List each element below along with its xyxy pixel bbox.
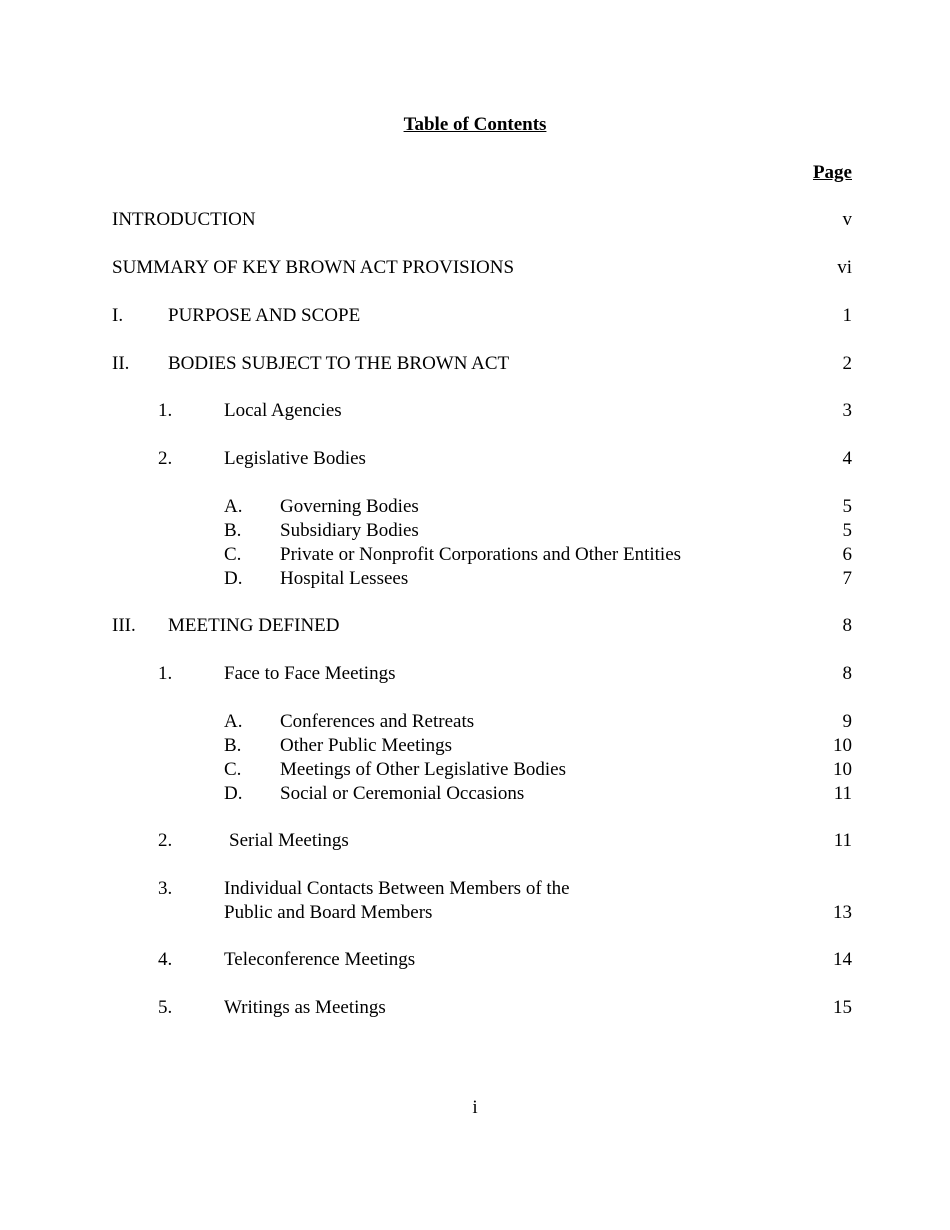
toc-entry-label: Public and Board Members (224, 902, 433, 923)
toc-entry-number: 4. (158, 949, 173, 970)
toc-entry-number: A. (224, 711, 243, 732)
toc-entry-meeting-defined[interactable] (0, 614, 950, 638)
toc-entry-page: vi (837, 257, 852, 278)
toc-entry-page: 11 (833, 783, 852, 804)
toc-entry-label: Teleconference Meetings (224, 949, 416, 970)
toc-entry-label: Meetings of Other Legislative Bodies (280, 759, 566, 780)
toc-entry-label: BODIES SUBJECT TO THE BROWN ACT (168, 353, 510, 374)
toc-title: Table of Contents (403, 114, 547, 135)
toc-entry-number: 2. (158, 448, 173, 469)
toc-entry-page: 11 (833, 830, 852, 851)
toc-entry-label: Hospital Lessees (280, 568, 409, 589)
toc-entry-page: 10 (833, 759, 852, 780)
toc-entry-label: SUMMARY OF KEY BROWN ACT PROVISIONS (112, 257, 515, 278)
toc-entry-page: 6 (842, 544, 852, 565)
toc-entry-label: MEETING DEFINED (168, 615, 340, 636)
toc-entry-label: Individual Contacts Between Members of the (224, 878, 570, 899)
toc-entry-label: Face to Face Meetings (224, 663, 396, 684)
toc-entry-bodies-subject[interactable] (0, 352, 950, 376)
toc-entry-individual-contacts-continued[interactable] (0, 901, 950, 925)
toc-entry-teleconference[interactable] (0, 948, 950, 972)
toc-entry-introduction[interactable] (0, 208, 950, 232)
toc-entry-page: v (842, 209, 852, 230)
toc-entry-number: I. (112, 305, 124, 326)
toc-entry-legislative-bodies[interactable] (0, 447, 950, 471)
toc-entry-label: PURPOSE AND SCOPE (168, 305, 361, 326)
toc-entry-individual-contacts[interactable] (0, 877, 950, 901)
page-number-footer: i (472, 1097, 478, 1118)
toc-entry-page: 5 (842, 496, 852, 517)
toc-entry-number: D. (224, 568, 243, 589)
toc-entry-label: Subsidiary Bodies (280, 520, 419, 541)
toc-entry-conferences[interactable] (0, 710, 950, 734)
toc-entry-subsidiary-bodies[interactable] (0, 519, 950, 543)
toc-entry-label: Legislative Bodies (224, 448, 366, 469)
toc-entry-other-public-meetings[interactable] (0, 734, 950, 758)
toc-entry-label: INTRODUCTION (112, 209, 256, 230)
toc-entry-summary[interactable] (0, 256, 950, 280)
toc-entry-number: 1. (158, 400, 173, 421)
toc-entry-other-legislative-bodies[interactable] (0, 758, 950, 782)
toc-entry-number: B. (224, 520, 242, 541)
toc-entry-private-corporations[interactable] (0, 543, 950, 567)
toc-entry-label: Private or Nonprofit Corporations and Other Entities (280, 544, 682, 565)
toc-entry-face-to-face[interactable] (0, 662, 950, 686)
toc-entry-governing-bodies[interactable] (0, 495, 950, 519)
toc-entry-page: 7 (842, 568, 852, 589)
toc-entry-page: 3 (842, 400, 852, 421)
toc-entry-page: 4 (842, 448, 852, 469)
toc-entry-page: 8 (842, 663, 852, 684)
toc-entry-social-ceremonial[interactable] (0, 782, 950, 806)
toc-entry-page: 15 (833, 997, 852, 1018)
toc-entry-number: B. (224, 735, 242, 756)
toc-entry-number: 2. (158, 830, 173, 851)
toc-entry-label: Writings as Meetings (224, 997, 386, 1018)
toc-entry-label: Social or Ceremonial Occasions (280, 783, 525, 804)
toc-entry-page: 10 (833, 735, 852, 756)
toc-entry-page: 13 (833, 902, 852, 923)
toc-entry-page: 2 (842, 353, 852, 374)
toc-entry-page: 5 (842, 520, 852, 541)
toc-entry-label: Conferences and Retreats (280, 711, 475, 732)
toc-entry-number: 5. (158, 997, 173, 1018)
toc-entry-label: Other Public Meetings (280, 735, 453, 756)
toc-entry-purpose-and-scope[interactable] (0, 304, 950, 328)
toc-entry-label: Serial Meetings (229, 830, 349, 851)
toc-entry-page: 14 (833, 949, 852, 970)
toc-entry-label: Local Agencies (224, 400, 342, 421)
toc-entry-number: II. (112, 353, 130, 374)
toc-entry-number: III. (112, 615, 136, 636)
toc-entry-local-agencies[interactable] (0, 399, 950, 423)
toc-entry-number: C. (224, 759, 242, 780)
toc-entry-hospital-lessees[interactable] (0, 567, 950, 591)
toc-entry-page: 8 (842, 615, 852, 636)
toc-entry-number: D. (224, 783, 243, 804)
toc-entry-label: Governing Bodies (280, 496, 419, 517)
toc-entry-page: 9 (842, 711, 852, 732)
toc-entry-number: C. (224, 544, 242, 565)
toc-entry-number: 1. (158, 663, 173, 684)
toc-entry-number: A. (224, 496, 243, 517)
toc-entry-writings-as-meetings[interactable] (0, 996, 950, 1020)
toc-entry-number: 3. (158, 878, 173, 899)
toc-entry-page: 1 (842, 305, 852, 326)
page-column-header: Page (812, 162, 852, 183)
toc-entry-serial-meetings[interactable] (0, 829, 950, 853)
